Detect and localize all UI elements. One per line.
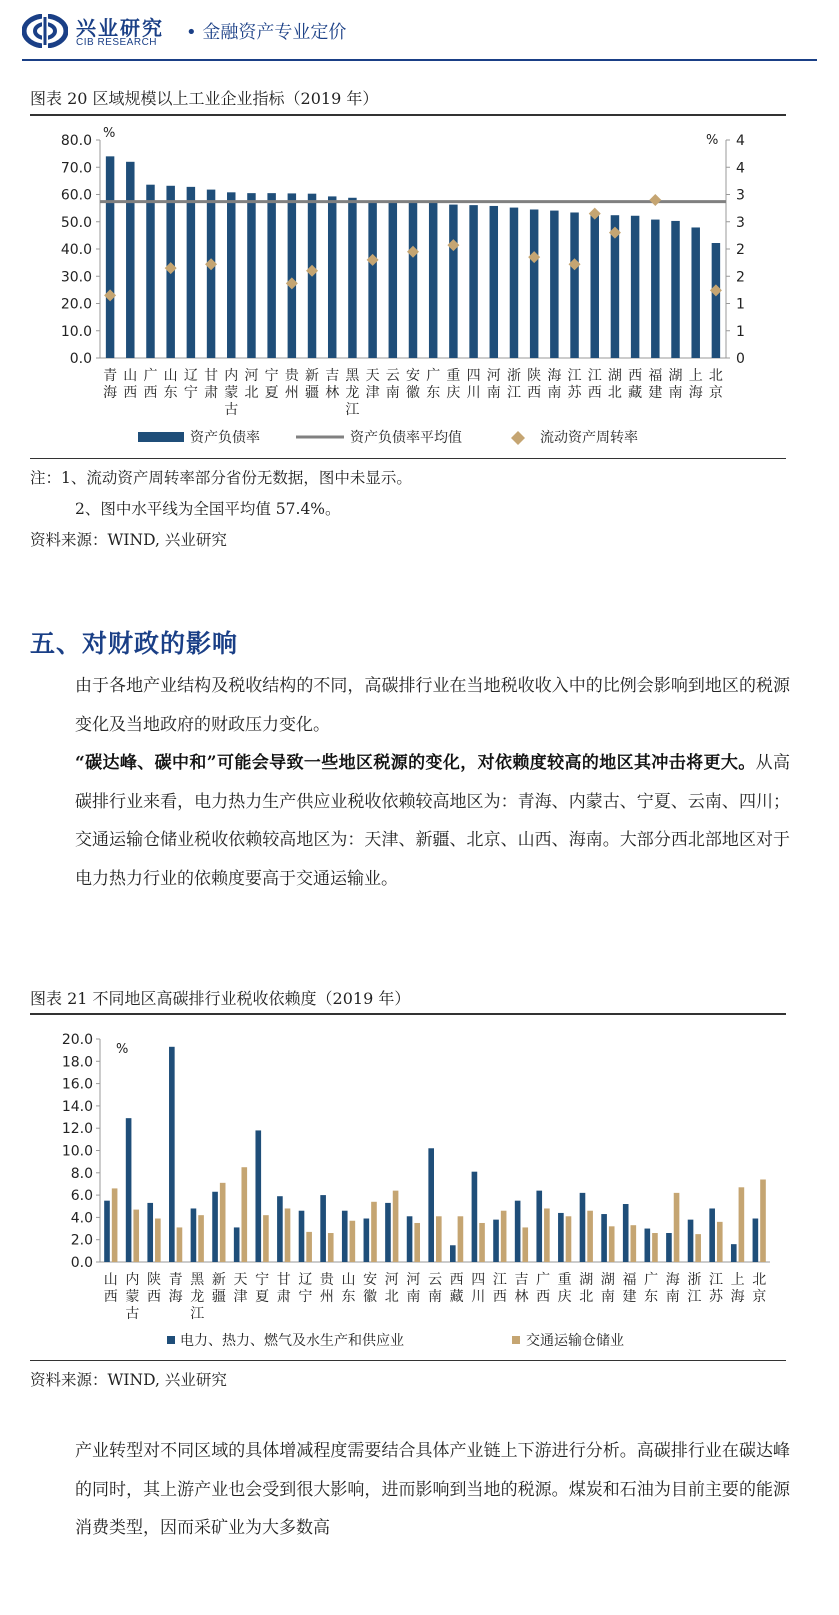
bar-debt-ratio [550,211,558,358]
x-tick-label: 海南 [665,1272,680,1305]
bar-power-sector [709,1208,715,1262]
x-tick-label: 陕西 [147,1272,162,1305]
x-tick-label: 安徽 [363,1272,378,1305]
bar-power-sector [580,1193,586,1262]
x-tick-label: 贵州 [284,368,299,401]
bar-transport-sector [155,1219,161,1262]
x-tick-label: 山东 [341,1272,356,1305]
bar-debt-ratio [187,187,195,358]
y-tick-label: 0.0 [70,1255,93,1271]
x-tick-label: 广西 [143,368,158,401]
brand-name: 兴业研究 [76,16,164,40]
bar-power-sector [688,1220,694,1262]
y-tick-label-right: 2 [736,269,745,286]
x-tick-label: 上海 [730,1272,745,1305]
legend-swatch-power [167,1336,175,1344]
bar-debt-ratio [328,196,336,358]
y-tick-label: 12.0 [61,1121,93,1138]
bar-debt-ratio [207,190,215,358]
legend-label: 电力、热力、燃气及水生产和供应业 [180,1333,404,1349]
x-tick-label: 云南 [428,1272,442,1305]
bar-debt-ratio [227,192,235,358]
bar-debt-ratio [671,221,679,358]
bar-power-sector [666,1233,672,1262]
bar-power-sector [407,1216,413,1262]
x-tick-label: 宁夏 [264,368,279,401]
bar-transport-sector [263,1215,269,1262]
x-tick-label: 海南 [547,368,562,401]
bar-power-sector [255,1130,261,1262]
bar-transport-sector [717,1222,723,1262]
bar-transport-sector [177,1227,183,1262]
x-tick-label: 广东 [644,1272,659,1305]
x-tick-label: 贵州 [319,1272,334,1305]
x-tick-label: 北京 [708,368,723,401]
bar-transport-sector [112,1188,118,1262]
bar-transport-sector [414,1223,420,1262]
figure-20-source: 资料来源：WIND, 兴业研究 [30,531,227,549]
bar-debt-ratio [348,198,356,358]
x-tick-label: 西藏 [449,1272,464,1305]
x-tick-label: 新疆 [305,368,320,401]
bar-transport-sector [566,1216,572,1262]
bar-transport-sector [285,1208,291,1262]
x-tick-label: 河北 [244,368,259,401]
bar-debt-ratio [712,243,720,358]
bar-power-sector [428,1148,434,1262]
bar-power-sector [623,1204,629,1262]
y-tick-label-right: 3 [736,214,745,231]
bar-power-sector [558,1213,564,1262]
y-tick-label-left: 50.0 [60,214,92,231]
x-tick-label: 陕西 [527,368,542,401]
bar-debt-ratio [288,193,296,358]
x-tick-label: 黑龙江 [345,368,360,418]
x-tick-label: 山西 [123,368,138,401]
bar-transport-sector [436,1216,442,1262]
x-tick-label: 甘肃 [276,1272,291,1305]
bar-transport-sector [587,1211,593,1262]
legend-swatch-transport [512,1336,520,1344]
bar-power-sector [212,1192,218,1262]
paragraph-3: 产业转型对不同区域的具体增减程度需要结合具体产业链上下游进行分析。高碳排行业在碳达峰的同时，其上游产业也会受到很大影响，进而影响到当地的税源。煤炭和石油为目前主要的能源消费类型，因而采矿业为大多数高 [75,1441,790,1538]
bar-debt-ratio [146,185,154,358]
x-tick-label: 浙江 [687,1272,702,1305]
x-tick-label: 天津 [233,1272,248,1305]
x-tick-label: 青海 [168,1272,183,1305]
section-title: 五、对财政的影响 [30,629,239,658]
brand-name-en: CIB RESEARCH [76,37,158,48]
bar-power-sector [753,1219,759,1262]
y-tick-label-left: 70.0 [60,160,92,177]
bar-transport-sector [220,1183,226,1262]
figure-21-title: 图表 21 不同地区高碳排行业税收依赖度（2019 年） [30,989,411,1008]
bar-debt-ratio [429,203,437,358]
bar-transport-sector [674,1193,680,1262]
figure-21-top-rule [30,1013,786,1015]
paragraph-2 [30,744,790,898]
x-tick-label: 重庆 [446,368,461,401]
bar-power-sector [320,1195,326,1262]
bar-transport-sector [350,1221,356,1262]
x-tick-label: 江苏 [708,1272,723,1305]
y-tick-label-right: 2 [736,242,745,258]
bar-power-sector [731,1244,737,1262]
y-tick-label-left: 0.0 [69,351,92,367]
x-tick-label: 重庆 [557,1272,572,1305]
paragraph-2-body: 从高碳排行业来看，电力热力生产供应业税收依赖较高地区为：青海、内蒙古、宁夏、云南、四川；交通运输仓储业税收依赖较高地区为：天津、新疆、北京、山西、海南。大部分西北部地区对于电力热力行业的依赖度要高于交通运输业。 [75,753,791,889]
y-tick-label-right: 1 [736,323,745,340]
x-tick-label: 福建 [648,368,663,401]
bar-transport-sector [371,1202,377,1262]
x-tick-label: 上海 [688,368,703,401]
bar-transport-sector [631,1225,637,1262]
x-tick-label: 湖北 [579,1272,594,1305]
bar-debt-ratio [570,212,578,358]
y-tick-label-left: 30.0 [60,269,92,286]
figure-20-chart [30,118,786,456]
x-tick-label: 天津 [365,368,380,401]
bar-debt-ratio [490,206,498,358]
bar-power-sector [169,1047,175,1262]
bar-debt-ratio [106,156,114,358]
x-tick-label: 福建 [622,1272,637,1305]
bar-debt-ratio [510,208,518,358]
bar-debt-ratio [691,227,699,358]
bar-debt-ratio [591,215,599,358]
legend-label: 交通运输仓储业 [526,1333,624,1349]
x-tick-label: 四川 [471,1272,486,1305]
figure-21-chart [30,1017,786,1358]
figure-20-top-rule [30,114,786,116]
bar-transport-sector [328,1233,334,1262]
x-tick-label: 宁夏 [255,1272,270,1305]
y-tick-label-left: 80.0 [60,133,92,149]
bar-debt-ratio [469,205,477,358]
x-tick-label: 云南 [385,368,400,401]
bar-power-sector [364,1219,370,1262]
bar-power-sector [450,1245,456,1262]
bar-debt-ratio [530,209,538,358]
bar-power-sector [601,1214,607,1262]
bar-power-sector [191,1208,197,1262]
figure-20-title: 图表 20 区域规模以上工业企业指标（2019 年） [30,89,379,108]
x-tick-label: 河南 [406,1272,421,1305]
x-tick-label: 浙江 [506,368,521,401]
bar-power-sector [299,1211,305,1262]
x-tick-label: 吉林 [514,1272,529,1305]
y-tick-label-left: 60.0 [60,187,92,204]
y-tick-label-left: 20.0 [60,296,92,313]
bar-transport-sector [544,1208,550,1262]
figure-21-bottom-rule [30,1360,786,1361]
bar-power-sector [385,1203,391,1262]
x-tick-label: 江西 [587,368,602,401]
bar-debt-ratio [651,220,659,358]
bar-power-sector [234,1227,240,1262]
x-tick-label: 青海 [103,368,118,401]
y-axis-unit-left: % [103,126,116,141]
y-tick-label: 6.0 [70,1188,93,1205]
x-tick-label: 内蒙古 [224,368,239,418]
x-tick-label: 河南 [486,368,501,401]
bar-transport-sector [652,1233,658,1262]
x-tick-label: 安徽 [406,368,420,401]
bar-debt-ratio [126,162,134,358]
y-tick-label: 2.0 [70,1232,93,1249]
x-tick-label: 山西 [103,1272,118,1305]
bar-transport-sector [760,1179,766,1262]
x-tick-label: 辽宁 [183,368,198,401]
x-tick-label: 西藏 [628,368,643,401]
bar-power-sector [126,1118,132,1262]
bar-debt-ratio [247,193,255,358]
x-tick-label: 内蒙古 [125,1272,140,1322]
figure-20-note-2: 2、图中水平线为全国平均值 57.4%。 [75,500,341,518]
bar-power-sector [493,1220,499,1262]
x-tick-label: 广西 [536,1272,551,1305]
figure-20-bottom-rule [30,458,786,459]
bar-power-sector [147,1203,153,1262]
legend-label: 资产负债率 [190,430,260,446]
figure-20-note-1: 注：1、流动资产周转率部分省份无数据，图中未显示。 [30,469,412,487]
y-tick-label-right: 1 [736,296,745,313]
bar-transport-sector [241,1167,247,1262]
y-tick-label-right: 4 [736,133,745,149]
paragraph-2-emphasis: “碳达峰、碳中和”可能会导致一些地区税源的变化，对依赖度较高的地区其冲击将更大。 [75,753,756,773]
y-tick-label: 4.0 [70,1210,93,1227]
bar-power-sector [104,1201,110,1262]
y-tick-label: 16.0 [61,1076,93,1093]
y-tick-label-left: 10.0 [60,323,92,340]
bar-transport-sector [739,1187,745,1262]
x-tick-label: 新疆 [211,1272,226,1305]
paragraph-1: 由于各地产业结构及税收结构的不同，高碳排行业在当地税收收入中的比例会影响到地区的税源变化及当地政府的财政压力变化。 [75,676,790,735]
y-tick-label-left: 40.0 [60,242,92,258]
x-tick-label: 吉林 [325,368,340,401]
x-tick-label: 辽宁 [298,1272,313,1305]
bar-power-sector [645,1229,651,1262]
bar-transport-sector [479,1223,485,1262]
x-tick-label: 北京 [752,1272,767,1305]
x-tick-label: 广东 [426,368,441,401]
bar-transport-sector [609,1226,615,1262]
x-tick-label: 江苏 [567,368,582,401]
x-tick-label: 四川 [466,368,481,401]
bar-transport-sector [198,1215,204,1262]
y-axis-unit: % [116,1042,129,1057]
bar-debt-ratio [449,205,457,358]
legend-swatch-debt-ratio [138,432,184,442]
y-tick-label: 20.0 [61,1032,93,1048]
x-tick-label: 湖南 [668,368,683,401]
bar-transport-sector [393,1191,399,1262]
bar-transport-sector [501,1211,507,1262]
x-tick-label: 湖北 [607,368,622,401]
bar-debt-ratio [267,193,275,358]
bar-debt-ratio [631,216,639,358]
y-tick-label: 8.0 [70,1165,93,1182]
cib-logo-icon [22,14,68,48]
x-tick-label: 甘肃 [204,368,219,401]
report-header [0,0,839,62]
x-tick-label: 江西 [492,1272,507,1305]
header-divider [22,59,817,61]
bar-debt-ratio [389,202,397,358]
bar-power-sector [536,1191,542,1262]
bar-transport-sector [306,1232,312,1262]
bar-power-sector [515,1201,521,1262]
bar-transport-sector [133,1210,139,1262]
bar-transport-sector [522,1227,528,1262]
y-tick-label-right: 4 [736,160,745,177]
y-tick-label: 18.0 [61,1054,93,1071]
x-tick-label: 黑龙江 [190,1272,205,1322]
x-tick-label: 山东 [163,368,178,401]
bar-power-sector [472,1172,478,1262]
legend-label: 资产负债率平均值 [350,430,462,446]
turnover-marker [649,194,661,206]
bar-debt-ratio [409,202,417,358]
bar-transport-sector [458,1216,464,1262]
figure-21-source: 资料来源：WIND, 兴业研究 [30,1371,227,1389]
bar-debt-ratio [368,202,376,358]
y-axis-unit-right: % [706,133,719,148]
y-tick-label-right: 0 [736,351,745,367]
legend-label: 流动资产周转率 [540,430,638,446]
header-slogan: • 金融资产专业定价 [186,22,347,43]
x-tick-label: 湖南 [600,1272,615,1305]
bar-power-sector [342,1211,348,1262]
bar-power-sector [277,1196,283,1262]
y-tick-label: 14.0 [61,1098,93,1115]
legend-swatch-turnover [511,431,525,445]
bar-transport-sector [695,1234,701,1262]
y-tick-label-right: 3 [736,187,745,204]
y-tick-label: 10.0 [61,1143,93,1160]
x-tick-label: 河北 [384,1272,399,1305]
